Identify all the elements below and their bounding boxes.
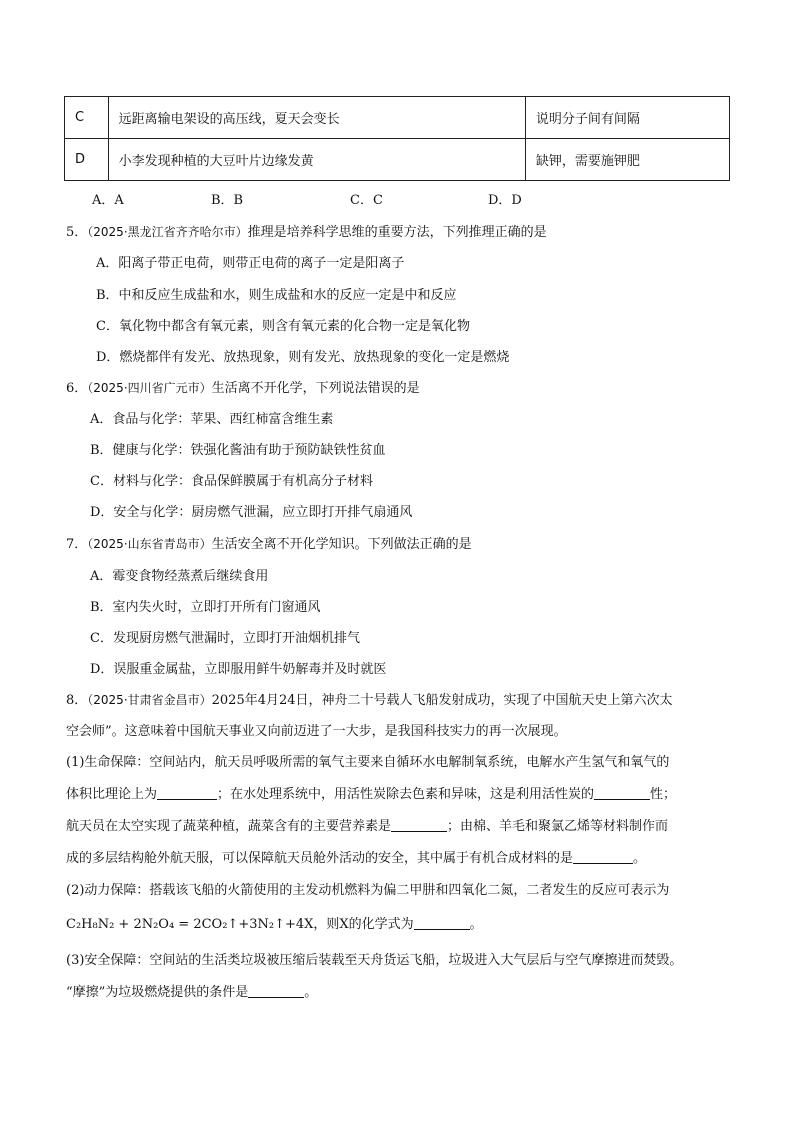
part-1-text: 体积比理论上为	[66, 787, 158, 802]
part-1-line-4	[66, 847, 646, 866]
table-row	[65, 139, 730, 181]
part-1-text: 。	[633, 851, 647, 866]
option-c[interactable]: C．发现厨房燃气泄漏时，立即打开油烟机排气	[90, 631, 360, 646]
part-2-line-1: (2)动力保障：搭载该飞船的火箭使用的主发动机燃料为偏二甲肼和四氧化二氮，二者发生的反应可表示为	[66, 883, 670, 898]
question-8-stem-continued: 空会师”。这意味着中国航天事业又向前迈进了一大步，是我国科技实力的再一次展现。	[66, 724, 567, 739]
option-b[interactable]: B．中和反应生成盐和水，则生成盐和水的反应一定是中和反应	[96, 288, 457, 303]
question-4-table	[64, 96, 730, 181]
question-8-stem	[66, 689, 673, 708]
part-1-line-3	[66, 815, 668, 834]
part-1-text: 性；	[650, 787, 677, 802]
option-d[interactable]: D．燃烧都伴有发光、放热现象，则有发光、放热现象的变化一定是燃烧	[96, 350, 510, 365]
question-number: 6．	[66, 381, 88, 396]
row-key: C	[65, 97, 109, 139]
chemical-equation: C₂H₈N₂ + 2N₂O₄ = 2CO₂↑+3N₂↑+4X	[66, 917, 314, 932]
question-7-stem	[66, 533, 472, 552]
question-text: 推理是培养科学思维的重要方法，下列推理正确的是	[247, 225, 547, 240]
question-source: （2025·甘肃省金昌市）	[87, 693, 212, 707]
row-description: 远距离输电架设的高压线，夏天会变长	[108, 97, 525, 139]
answer-blank[interactable]	[414, 916, 470, 930]
table-row	[65, 97, 730, 139]
option-d[interactable]: D．D	[488, 193, 522, 208]
option-a[interactable]: A．食品与化学：苹果、西红柿富含维生素	[90, 412, 334, 427]
answer-blank[interactable]	[573, 850, 633, 864]
part-1-line-1: (1)生命保障：空间站内，航天员呼吸所需的氧气主要来自循环水电解制氧系统，电解水产生氢气和氧气的	[66, 755, 670, 770]
question-source: （2025·山东省青岛市）	[87, 537, 212, 551]
option-d[interactable]: D．安全与化学：厨房燃气泄漏，应立即打开排气扇通风	[90, 505, 413, 520]
option-a[interactable]: A．霉变食物经蒸煮后继续食用	[90, 569, 269, 584]
part-3-text: 。	[304, 985, 318, 1000]
answer-blank[interactable]	[157, 786, 217, 800]
part-1-text: 航天员在太空实现了蔬菜种植，蔬菜含有的主要营养素是	[66, 819, 392, 834]
answer-blank[interactable]	[594, 786, 650, 800]
part-3-text: “摩擦”为垃圾燃烧提供的条件是	[66, 985, 249, 1000]
part-1-text: ；在水处理系统中，用活性炭除去色素和异味，这是利用活性炭的	[217, 787, 595, 802]
question-text: 生活安全离不开化学知识。下列做法正确的是	[211, 537, 472, 552]
answer-blank[interactable]	[391, 818, 447, 832]
part-1-line-2	[66, 783, 676, 802]
question-text: 生活离不开化学，下列说法错误的是	[211, 381, 420, 396]
option-c[interactable]: C．材料与化学：食品保鲜膜属于有机高分子材料	[90, 474, 373, 489]
option-b[interactable]: B．健康与化学：铁强化酱油有助于预防缺铁性贫血	[90, 443, 386, 458]
part-3-line-2	[66, 981, 317, 1000]
option-b[interactable]: B．B	[211, 193, 244, 208]
option-b[interactable]: B．室内失火时，立即打开所有门窗通风	[90, 600, 321, 615]
option-a[interactable]: A．阳离子带正电荷，则带正电荷的离子一定是阳离子	[96, 256, 405, 271]
part-2-text: 。	[469, 917, 483, 932]
option-d[interactable]: D．误服重金属盐，立即服用鲜牛奶解毒并及时就医	[90, 662, 387, 677]
question-source: （2025·黑龙江省齐齐哈尔市）	[87, 225, 248, 239]
row-key: D	[65, 139, 109, 181]
row-explanation: 缺钾，需要施钾肥	[525, 139, 729, 181]
part-2-text: ，则X的化学式为	[313, 917, 414, 932]
option-a[interactable]: A．A	[92, 193, 124, 208]
row-description: 小李发现种植的大豆叶片边缘发黄	[108, 139, 525, 181]
question-number: 7．	[66, 537, 88, 552]
question-source: （2025·四川省广元市）	[87, 381, 212, 395]
question-5-stem	[66, 221, 547, 240]
question-number: 5．	[66, 225, 88, 240]
row-explanation: 说明分子间有间隔	[525, 97, 729, 139]
part-1-text: 成的多层结构舱外航天服，可以保障航天员舱外活动的安全，其中属于有机合成材料的是	[66, 851, 574, 866]
part-1-text: ；由棉、羊毛和聚氯乙烯等材料制作而	[447, 819, 669, 834]
part-3-line-1: (3)安全保障：空间站的生活类垃圾被压缩后装载至天舟货运飞船，垃圾进入大气层后与空气摩擦进而焚毁。	[66, 953, 683, 968]
option-c[interactable]: C．C	[350, 193, 383, 208]
question-number: 8．	[66, 693, 88, 708]
question-text: 2025年4月24日，神舟二十号载人飞船发射成功，实现了中国航天史上第六次太	[211, 693, 673, 708]
question-6-stem	[66, 377, 420, 396]
answer-blank[interactable]	[248, 984, 304, 998]
part-2-line-2	[66, 913, 483, 932]
option-c[interactable]: C．氧化物中都含有氧元素，则含有氧元素的化合物一定是氧化物	[96, 319, 470, 334]
